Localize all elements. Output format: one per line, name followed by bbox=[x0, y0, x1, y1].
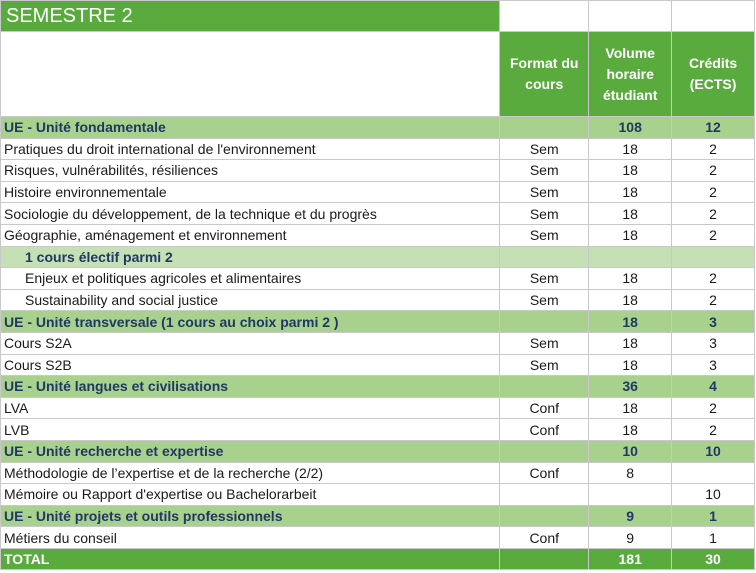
row-format bbox=[500, 376, 589, 398]
course-row bbox=[1, 138, 755, 160]
row-label: Pratiques du droit international de l'environnement bbox=[1, 138, 500, 160]
row-credits: 2 bbox=[672, 289, 755, 311]
row-volume: 18 bbox=[589, 289, 672, 311]
course-row bbox=[1, 397, 755, 419]
row-label: UE - Unité langues et civilisations bbox=[1, 376, 500, 398]
row-format: Sem bbox=[500, 203, 589, 225]
course-row bbox=[1, 203, 755, 225]
semester-title: SEMESTRE 2 bbox=[1, 1, 500, 32]
title-blank-cell bbox=[672, 1, 755, 32]
course-row bbox=[1, 419, 755, 441]
title-blank-cell bbox=[589, 1, 672, 32]
row-label: LVB bbox=[1, 419, 500, 441]
row-credits: 2 bbox=[672, 138, 755, 160]
row-label: UE - Unité fondamentale bbox=[1, 117, 500, 139]
row-format: Sem bbox=[500, 354, 589, 376]
row-label: Géographie, aménagement et environnement bbox=[1, 224, 500, 246]
row-format: Conf bbox=[500, 527, 589, 549]
row-volume: 18 bbox=[589, 160, 672, 182]
row-label: Métiers du conseil bbox=[1, 527, 500, 549]
ue-row bbox=[1, 440, 755, 462]
row-label: UE - Unité recherche et expertise bbox=[1, 440, 500, 462]
row-volume: 9 bbox=[589, 505, 672, 527]
course-row bbox=[1, 181, 755, 203]
row-credits bbox=[672, 246, 755, 268]
total-format bbox=[500, 548, 589, 570]
row-format: Sem bbox=[500, 268, 589, 290]
course-row bbox=[1, 268, 755, 290]
row-volume: 18 bbox=[589, 354, 672, 376]
row-volume: 18 bbox=[589, 138, 672, 160]
ue-row bbox=[1, 311, 755, 333]
ue-row bbox=[1, 117, 755, 139]
row-credits: 3 bbox=[672, 354, 755, 376]
row-format bbox=[500, 311, 589, 333]
course-row bbox=[1, 224, 755, 246]
row-label: Cours S2A bbox=[1, 332, 500, 354]
total-label: TOTAL bbox=[1, 548, 500, 570]
row-label: Risques, vulnérabilités, résiliences bbox=[1, 160, 500, 182]
row-format bbox=[500, 440, 589, 462]
row-format: Sem bbox=[500, 138, 589, 160]
row-volume: 18 bbox=[589, 224, 672, 246]
row-format: Conf bbox=[500, 419, 589, 441]
row-credits: 2 bbox=[672, 224, 755, 246]
total-volume: 181 bbox=[589, 548, 672, 570]
header-format: Format du cours bbox=[500, 32, 589, 117]
row-volume: 8 bbox=[589, 462, 672, 484]
row-format: Sem bbox=[500, 160, 589, 182]
row-label: UE - Unité projets et outils professionnels bbox=[1, 505, 500, 527]
row-label: Méthodologie de l’expertise et de la recherche (2/2) bbox=[1, 462, 500, 484]
elective-row bbox=[1, 246, 755, 268]
row-format: Sem bbox=[500, 289, 589, 311]
row-volume: 36 bbox=[589, 376, 672, 398]
row-format bbox=[500, 246, 589, 268]
course-row bbox=[1, 354, 755, 376]
row-credits: 3 bbox=[672, 311, 755, 333]
ue-row bbox=[1, 505, 755, 527]
course-row bbox=[1, 484, 755, 506]
row-format: Conf bbox=[500, 462, 589, 484]
ue-row bbox=[1, 376, 755, 398]
row-volume: 18 bbox=[589, 332, 672, 354]
row-format: Sem bbox=[500, 181, 589, 203]
row-label: Sustainability and social justice bbox=[1, 289, 500, 311]
row-credits bbox=[672, 462, 755, 484]
header-row bbox=[1, 32, 755, 117]
row-credits: 2 bbox=[672, 397, 755, 419]
row-credits: 1 bbox=[672, 527, 755, 549]
row-credits: 2 bbox=[672, 419, 755, 441]
row-volume: 9 bbox=[589, 527, 672, 549]
row-credits: 2 bbox=[672, 268, 755, 290]
row-volume: 18 bbox=[589, 203, 672, 225]
row-volume: 108 bbox=[589, 117, 672, 139]
title-blank-cell bbox=[500, 1, 589, 32]
row-credits: 2 bbox=[672, 160, 755, 182]
header-volume: Volume horaire étudiant bbox=[589, 32, 672, 117]
row-volume: 18 bbox=[589, 181, 672, 203]
course-row bbox=[1, 289, 755, 311]
row-credits: 12 bbox=[672, 117, 755, 139]
row-credits: 10 bbox=[672, 484, 755, 506]
row-volume: 18 bbox=[589, 268, 672, 290]
row-label: Cours S2B bbox=[1, 354, 500, 376]
row-credits: 4 bbox=[672, 376, 755, 398]
row-format bbox=[500, 505, 589, 527]
total-credits: 30 bbox=[672, 548, 755, 570]
row-credits: 2 bbox=[672, 181, 755, 203]
total-row bbox=[1, 548, 755, 570]
row-label: Sociologie du développement, de la technique et du progrès bbox=[1, 203, 500, 225]
header-blank-cell bbox=[1, 32, 500, 117]
row-format: Sem bbox=[500, 224, 589, 246]
row-label: Mémoire ou Rapport d'expertise ou Bachelorarbeit bbox=[1, 484, 500, 506]
row-volume: 18 bbox=[589, 419, 672, 441]
course-row bbox=[1, 332, 755, 354]
row-label: LVA bbox=[1, 397, 500, 419]
title-row bbox=[1, 1, 755, 32]
row-volume bbox=[589, 484, 672, 506]
row-volume: 10 bbox=[589, 440, 672, 462]
row-label: UE - Unité transversale (1 cours au choix parmi 2 ) bbox=[1, 311, 500, 333]
row-volume: 18 bbox=[589, 397, 672, 419]
row-format: Conf bbox=[500, 397, 589, 419]
row-label: Enjeux et politiques agricoles et alimentaires bbox=[1, 268, 500, 290]
row-credits: 1 bbox=[672, 505, 755, 527]
row-label: 1 cours électif parmi 2 bbox=[1, 246, 500, 268]
row-format: Sem bbox=[500, 332, 589, 354]
course-row bbox=[1, 160, 755, 182]
row-label: Histoire environnementale bbox=[1, 181, 500, 203]
course-row bbox=[1, 527, 755, 549]
row-credits: 3 bbox=[672, 332, 755, 354]
row-volume: 18 bbox=[589, 311, 672, 333]
header-credits: Crédits (ECTS) bbox=[672, 32, 755, 117]
row-credits: 10 bbox=[672, 440, 755, 462]
course-row bbox=[1, 462, 755, 484]
row-format bbox=[500, 484, 589, 506]
row-format bbox=[500, 117, 589, 139]
row-volume bbox=[589, 246, 672, 268]
row-credits: 2 bbox=[672, 203, 755, 225]
